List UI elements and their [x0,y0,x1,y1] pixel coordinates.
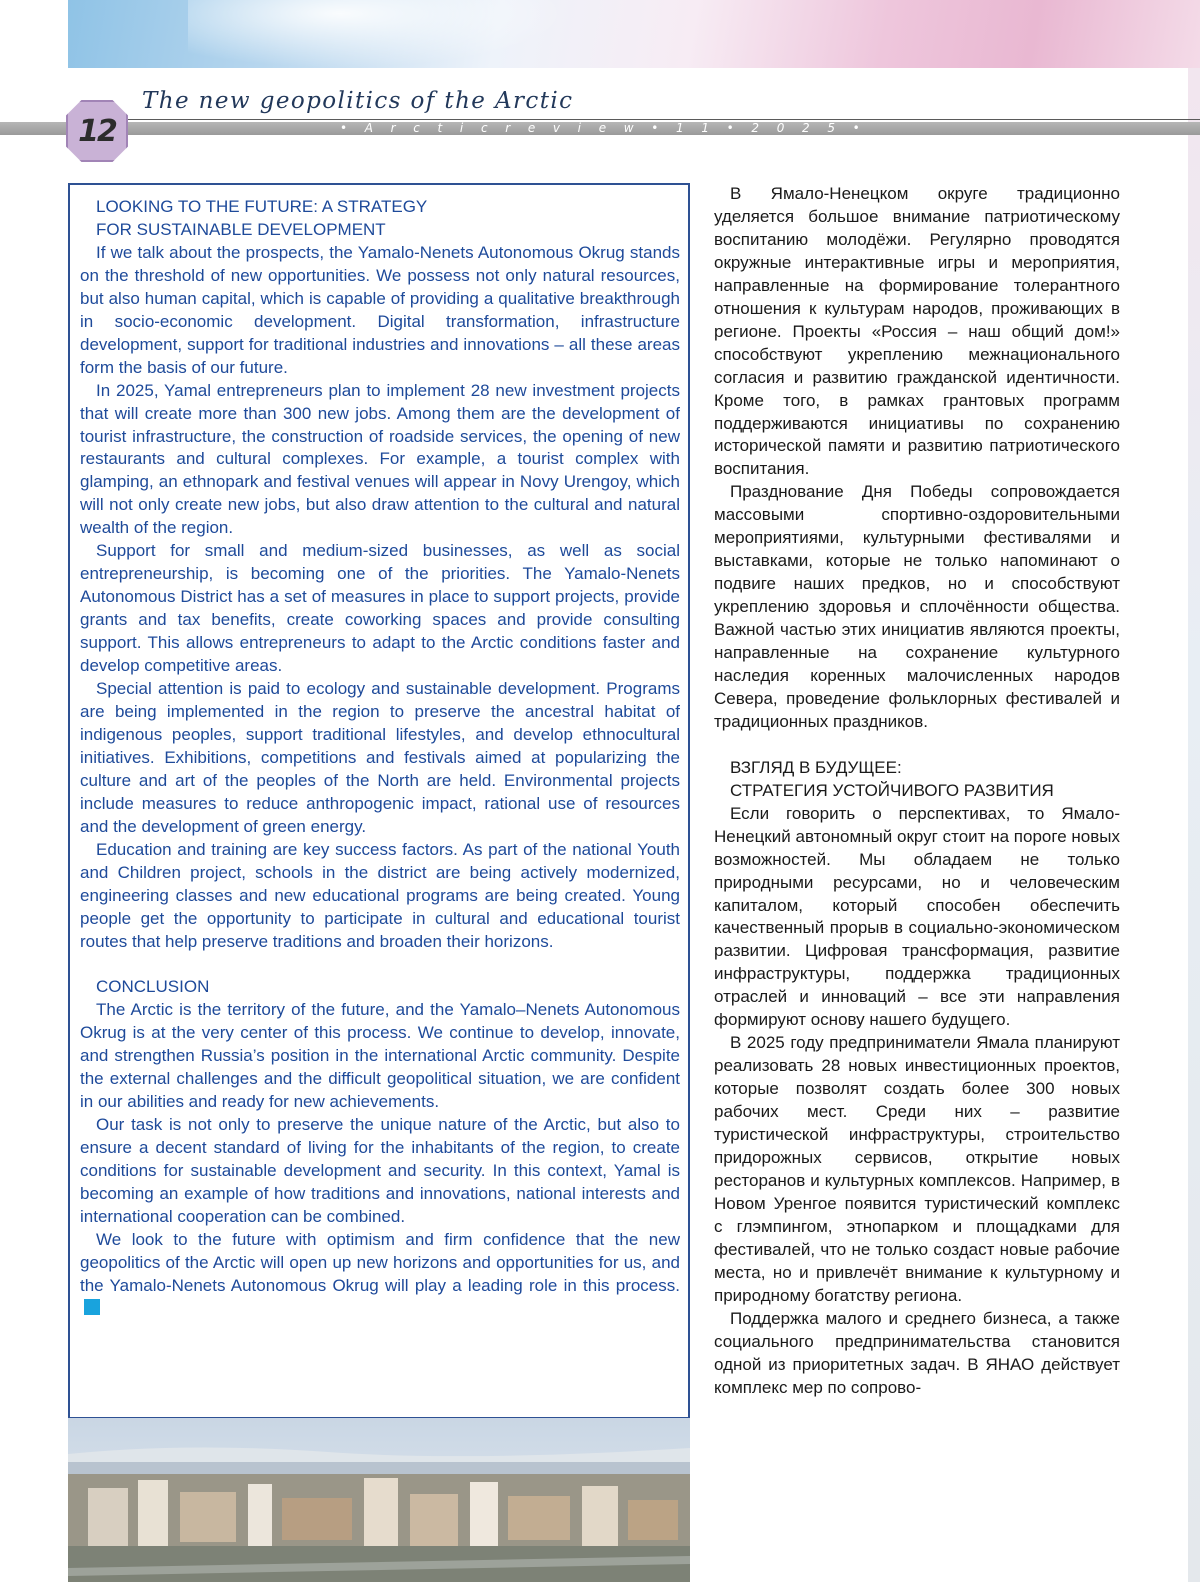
issue-char: r [505,121,510,135]
paragraph: Education and training are key success factors. As part of the national Youth and Children project, schools in the district are being actively modernized, engineering classes and new educational programs are being created. Young people get the opportunity to participate in cultural and educational tourist routes that help preserve traditions and broaden their horizons. [80,839,680,954]
paragraph: Празднование Дня Победы сопровождается массовыми спортивно-оздоровительными мероприятиями, культурными фестивалями и выставками, которые не только напоминают о подвиге наших предков, но и способствуют укреплению здоровья и сплочённости общества. Важной частью этих инициатив являются проекты, направленные на сохранение культурного наследия коренных малочисленных народов Севера, проведение фольклорных фестивалей и традиционных праздников. [714,481,1120,733]
issue-char: t [438,121,443,135]
issue-char: • [853,121,860,135]
paragraph: If we talk about the prospects, the Yamalo-Nenets Autonomous Okrug stands on the threshold of new opportunities. We possess not only natural resources, but also human capital, which is capable of providing a qualitative breakthrough in socio-economic development. Digital transformation, infrastructure development, support for traditional industries and innovations – all these areas form the basis of our future. [80,242,680,380]
english-article [80,196,680,1321]
header-banner-image [68,0,1200,68]
issue-char: 0 [777,121,785,135]
paragraph [80,1229,680,1321]
heading-looking-to-future-line1: LOOKING TO THE FUTURE: A STRATEGY [80,196,680,219]
heading-looking-to-future-line2: FOR SUSTAINABLE DEVELOPMENT [80,219,680,242]
issue-char: e [599,121,606,135]
paragraph: Поддержка малого и среднего бизнеса, а также социального предпринимательства становится одной из приоритетных задач. В ЯНАО действует комплекс мер по сопрово- [714,1308,1120,1400]
russian-article [714,183,1120,1400]
issue-char: 2 [802,121,810,135]
paragraph-text: We look to the future with optimism and firm confidence that the new geopolitics of the Arctic will open up new horizons and opportunities for us, and the Yamalo-Nenets Autonomous Okrug will play a leading role in this process. [80,1230,680,1295]
heading-conclusion: CONCLUSION [80,976,680,999]
issue-char: i [460,121,463,135]
city-aerial-illustration [68,1418,690,1582]
issue-char: • [651,121,658,135]
paragraph: В Ямало-Ненецком округе традиционно уделяется большое внимание патриотическому воспитанию молодёжи. Регулярно проводятся окружные интерактивные игры и мероприятия, направленные на формирование толерантного отношения к культурам народов, проживающих в регионе. Проекты «Россия – наш общий дом!» способствуют укреплению межнационального согласия и развитию гражданской идентичности. Кроме того, в рамках грантовых программ поддерживаются инициативы по сохранению исторической памяти и развитию патриотического воспитания. [714,183,1120,481]
banner-light-flare [188,0,568,68]
paragraph: The Arctic is the territory of the future, and the Yamalo–Nenets Autonomous Okrug is at the very center of this process. We continue to develop, innovate, and strengthen Russia’s position in the international Arctic community. Despite the external challenges and the difficult geopolitical situation, we are confident in our abilities and ready for new achievements. [80,999,680,1114]
page-number-badge [66,100,128,162]
issue-char: • [727,121,734,135]
issue-char: 1 [676,121,684,135]
issue-char: A [365,121,373,135]
page-number: 12 [78,114,116,149]
city-aerial-photo [68,1418,690,1582]
issue-char: e [528,121,535,135]
issue-char: 2 [751,121,759,135]
end-of-article-square-icon [84,1299,100,1315]
issue-char: r [391,121,396,135]
section-title: The new geopolitics of the Arctic [142,88,573,114]
issue-char: i [578,121,581,135]
issue-char: c [413,121,420,135]
issue-char: 5 [827,121,835,135]
journal-issue-line [340,120,860,136]
paragraph: Если говорить о перспективах, то Ямало-Ненецкий автономный округ стоит на пороге новых возможностей. Мы обладаем не только природными ресурсами, но и человеческим капиталом, который способен обеспечить качественный прорыв в социально-экономическом развитии. Цифровая трансформация, развитие инфраструктуры, поддержка традиционных отраслей и инноваций – все эти направления формируют основу нашего будущего. [714,803,1120,1033]
issue-char: v [553,121,560,135]
heading-vzglyad-line1: ВЗГЛЯД В БУДУЩЕЕ: [714,757,1120,780]
paragraph: Support for small and medium-sized businesses, as well as social entrepreneurship, is becoming one of the priorities. The Yamalo-Nenets Autonomous District has a set of measures in place to support projects, provide grants and tax benefits, create coworking spaces and provide consulting support. This allows entrepreneurs to adapt to the Arctic conditions faster and develop competitive areas. [80,540,680,678]
issue-char: 1 [701,121,709,135]
issue-char: c [481,121,488,135]
paragraph: В 2025 году предприниматели Ямала планируют реализовать 28 новых инвестиционных проектов, которые позволят создать более 300 новых рабочих мест. Среди них – развитие туристической инфраструктуры, строительство придорожных сервисов, открытие новых ресторанов и культурных комплексов. Например, в Новом Уренгое появится туристический комплекс с глэмпингом, этнопарком и площадками для фестивалей, что не только создаст новые рабочие места, но и привлечёт внимание к культурному и природному богатству региона. [714,1032,1120,1307]
heading-vzglyad-line2: СТРАТЕГИЯ УСТОЙЧИВОГО РАЗВИТИЯ [714,780,1120,803]
issue-char: • [340,121,347,135]
paragraph: Special attention is paid to ecology and sustainable development. Programs are being implemented in the region to preserve the ancestral habitat of indigenous peoples, support traditional lifestyles, and develop ethnocultural initiatives. Exhibitions, competitions and festivals aimed at popularizing the culture and art of the peoples of the North are held. Environmental projects include measures to reduce anthropogenic impact, rational use of resources and the development of green energy. [80,678,680,839]
issue-char: w [624,121,634,135]
right-edge-decoration [1188,68,1200,1582]
paragraph: In 2025, Yamal entrepreneurs plan to implement 28 new investment projects that will create more than 300 new jobs. Among them are the development of tourist infrastructure, the construction of roadside services, the opening of new restaurants and cultural complexes. For example, a tourist complex with glamping, an ethnopark and festival venues will appear in Novy Urengoy, which will not only create new jobs, but also draw attention to the cultural and natural wealth of the region. [80,380,680,541]
paragraph: Our task is not only to preserve the unique nature of the Arctic, but also to ensure a decent standard of living for the inhabitants of the region, to create conditions for sustainable development and security. In this context, Yamal is becoming an example of how traditions and innovations, national interests and international cooperation can be combined. [80,1114,680,1229]
